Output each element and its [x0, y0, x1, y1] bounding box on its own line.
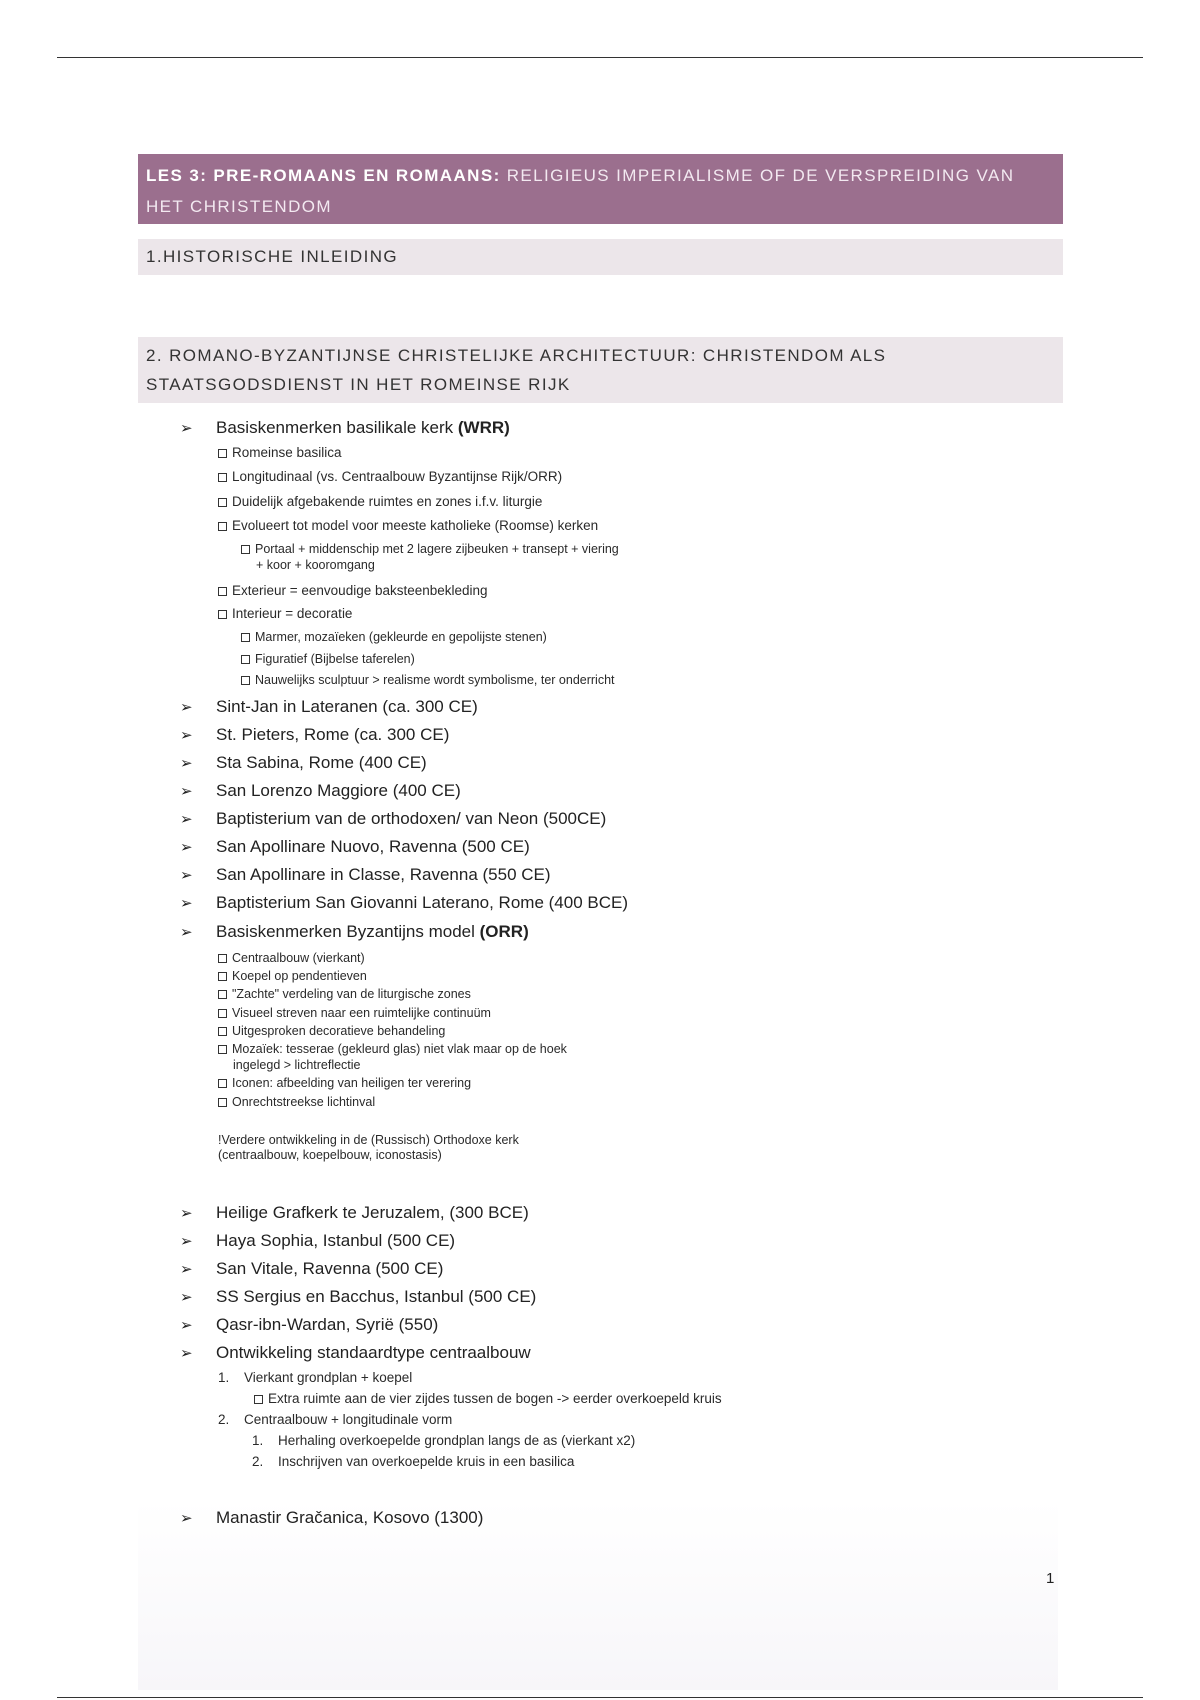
bullet-item: ➢ SS Sergius en Bacchus, Istanbul (500 CE) — [180, 1286, 536, 1309]
list-item: Portaal + middenschip met 2 lagere zijbeuken + transept + viering — [241, 541, 619, 557]
checkbox-icon — [241, 633, 250, 642]
checkbox-icon — [218, 473, 227, 482]
checkbox-icon — [218, 1079, 227, 1088]
arrow-bullet-icon: ➢ — [180, 895, 193, 912]
list-item: Duidelijk afgebakende ruimtes en zones i.f.v. liturgie — [218, 493, 542, 511]
bullet-item: ➢ Manastir Gračanica, Kosovo (1300) — [180, 1507, 483, 1530]
arrow-bullet-icon: ➢ — [180, 420, 193, 437]
list-item-continuation: ingelegd > lichtreflectie — [233, 1058, 361, 1072]
arrow-bullet-icon: ➢ — [180, 867, 193, 884]
bullet-item: ➢ Baptisterium San Giovanni Laterano, Rome (400 BCE) — [180, 892, 628, 915]
checkbox-icon — [218, 1098, 227, 1107]
arrow-bullet-icon: ➢ — [180, 699, 193, 716]
bullet-byzantine: ➢ Basiskenmerken Byzantijns model (ORR) — [180, 921, 529, 944]
list-item: Visueel streven naar een ruimtelijke continuüm — [218, 1005, 491, 1021]
numbered-item: 2. Centraalbouw + longitudinale vorm — [218, 1412, 453, 1427]
list-item: Exterieur = eenvoudige baksteenbekleding — [218, 582, 488, 600]
checkbox-icon — [218, 449, 227, 458]
checkbox-icon — [254, 1395, 263, 1404]
list-item: Onrechtstreekse lichtinval — [218, 1094, 375, 1110]
list-item: Interieur = decoratie — [218, 605, 352, 623]
arrow-bullet-icon: ➢ — [180, 924, 193, 941]
arrow-bullet-icon: ➢ — [180, 811, 193, 828]
arrow-bullet-icon: ➢ — [180, 1233, 193, 1250]
checkbox-icon — [218, 1045, 227, 1054]
note-line: !Verdere ontwikkeling in de (Russisch) Orthodoxe kerk — [218, 1133, 519, 1147]
section-heading-1: 1.HISTORISCHE INLEIDING — [138, 239, 1063, 275]
arrow-bullet-icon: ➢ — [180, 1261, 193, 1278]
arrow-bullet-icon: ➢ — [180, 755, 193, 772]
checkbox-icon — [218, 610, 227, 619]
bullet-item: ➢ Qasr-ibn-Wardan, Syrië (550) — [180, 1314, 438, 1337]
numbered-item: 1. Vierkant grondplan + koepel — [218, 1370, 413, 1385]
bullet-item: ➢ San Vitale, Ravenna (500 CE) — [180, 1258, 443, 1281]
list-item: Extra ruimte aan de vier zijdes tussen de bogen -> eerder overkoepeld kruis — [254, 1390, 722, 1408]
bullet-item: ➢ Ontwikkeling standaardtype centraalbouw — [180, 1342, 531, 1365]
arrow-bullet-icon: ➢ — [180, 783, 193, 800]
bullet-item: ➢ San Lorenzo Maggiore (400 CE) — [180, 780, 461, 803]
arrow-bullet-icon: ➢ — [180, 727, 193, 744]
list-item: Evolueert tot model voor meeste katholieke (Roomse) kerken — [218, 517, 598, 535]
checkbox-icon — [241, 545, 250, 554]
list-item: Longitudinaal (vs. Centraalbouw Byzantijnse Rijk/ORR) — [218, 468, 562, 486]
list-item: Koepel op pendentieven — [218, 968, 367, 984]
list-item: Iconen: afbeelding van heiligen ter verering — [218, 1075, 471, 1091]
checkbox-icon — [218, 1009, 227, 1018]
bullet-item: ➢ San Apollinare in Classe, Ravenna (550 CE) — [180, 864, 551, 887]
arrow-bullet-icon: ➢ — [180, 1345, 193, 1362]
lesson-title-bold: LES 3: PRE-ROMAANS EN ROMAANS: — [146, 166, 501, 185]
arrow-bullet-icon: ➢ — [180, 1317, 193, 1334]
bullet-item: ➢ Heilige Grafkerk te Jeruzalem, (300 BCE) — [180, 1202, 529, 1225]
list-item: Centraalbouw (vierkant) — [218, 950, 365, 966]
list-item: Figuratief (Bijbelse taferelen) — [241, 651, 415, 667]
bottom-rule — [57, 1697, 1143, 1698]
checkbox-icon — [241, 676, 250, 685]
bullet-item: ➢ San Apollinare Nuovo, Ravenna (500 CE) — [180, 836, 530, 859]
bullet-item: ➢ Baptisterium van de orthodoxen/ van Neon (500CE) — [180, 808, 606, 831]
list-item: Mozaïek: tesserae (gekleurd glas) niet vlak maar op de hoek — [218, 1041, 567, 1057]
list-item: Marmer, mozaïeken (gekleurde en gepolijste stenen) — [241, 629, 547, 645]
note-line: (centraalbouw, koepelbouw, iconostasis) — [218, 1148, 442, 1162]
lesson-title-subtitle: RELIGIEUS IMPERIALISME OF DE VERSPREIDING VAN HET CHRISTENDOM — [146, 166, 1015, 216]
bullet-item: ➢ Sta Sabina, Rome (400 CE) — [180, 752, 427, 775]
arrow-bullet-icon: ➢ — [180, 839, 193, 856]
list-item: "Zachte" verdeling van de liturgische zones — [218, 986, 471, 1002]
arrow-bullet-icon: ➢ — [180, 1289, 193, 1306]
checkbox-icon — [218, 498, 227, 507]
arrow-bullet-icon: ➢ — [180, 1205, 193, 1222]
checkbox-icon — [218, 972, 227, 981]
bullet-basilica: ➢ Basiskenmerken basilikale kerk (WRR) — [180, 417, 510, 440]
checkbox-icon — [218, 954, 227, 963]
section-heading-2: 2. ROMANO-BYZANTIJNSE CHRISTELIJKE ARCHITECTUUR: CHRISTENDOM ALS STAATSGODSDIENST IN HET ROMEINSE RIJK — [138, 337, 1063, 403]
list-item: Nauwelijks sculptuur > realisme wordt symbolisme, ter onderricht — [241, 672, 615, 688]
numbered-subitem: 1. Herhaling overkoepelde grondplan langs de as (vierkant x2) — [252, 1433, 636, 1448]
bullet-item: ➢ Sint-Jan in Lateranen (ca. 300 CE) — [180, 696, 478, 719]
checkbox-icon — [241, 655, 250, 664]
bullet-item: ➢ St. Pieters, Rome (ca. 300 CE) — [180, 724, 449, 747]
checkbox-icon — [218, 990, 227, 999]
bullet-item: ➢ Haya Sophia, Istanbul (500 CE) — [180, 1230, 455, 1253]
checkbox-icon — [218, 1027, 227, 1036]
checkbox-icon — [218, 587, 227, 596]
list-item-continuation: + koor + kooromgang — [256, 558, 375, 572]
list-item: Uitgesproken decoratieve behandeling — [218, 1023, 445, 1039]
arrow-bullet-icon: ➢ — [180, 1510, 193, 1527]
numbered-subitem: 2. Inschrijven van overkoepelde kruis in een basilica — [252, 1454, 575, 1469]
page-number: 1 — [1046, 1570, 1055, 1587]
checkbox-icon — [218, 522, 227, 531]
list-item: Romeinse basilica — [218, 444, 342, 462]
